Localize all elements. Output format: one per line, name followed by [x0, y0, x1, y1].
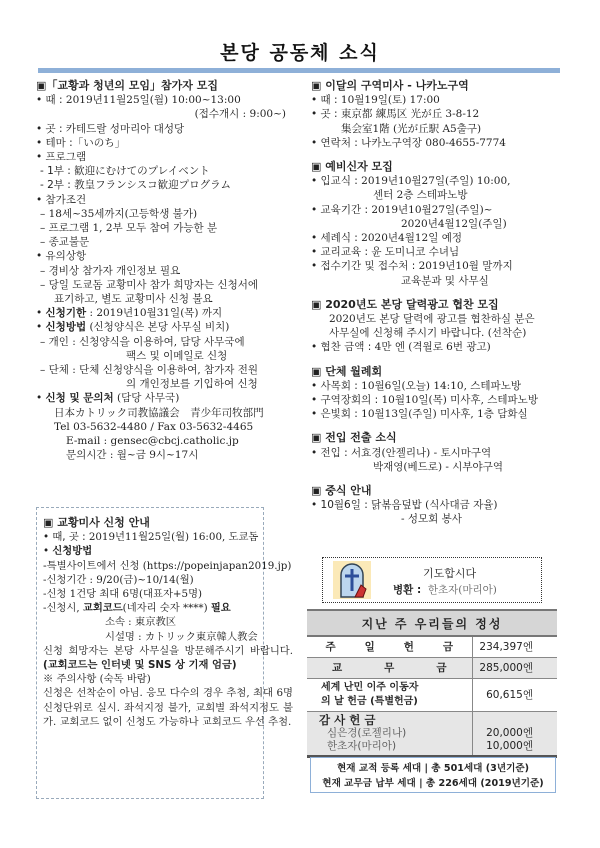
item-text: – 18세~35세까지(고등학생 불가): [40, 207, 198, 220]
dues-households: 현재 교무금 납부 세대 | 총 226세대 (2019년기준): [322, 778, 544, 789]
item-label: 신청방법: [45, 321, 87, 334]
list-item: [311, 93, 571, 107]
thanks-name-2: 한초자(마리아): [327, 739, 397, 752]
item-label: 입교식 :: [320, 175, 358, 188]
item-text: 10월19일(토) 17:00: [337, 94, 440, 107]
list-item: [36, 122, 306, 136]
item-label: 세례식 :: [320, 232, 358, 245]
list-item: [311, 498, 571, 512]
thanks-offering-label: 감 사 헌 금: [319, 712, 376, 727]
list-item: [36, 249, 306, 263]
item-text: 신청은 선착순이 아님. 응모 다수의 경우 추첨, 최대 6명 신청단위로 실시. 좌석지정 불가, 교회별 좌석지정도 불가. 교회코드 없이 신청도 가능하나 교회코드 우선 추첨.: [43, 687, 293, 728]
papal-mass-section: [43, 516, 297, 729]
list-item: [311, 107, 571, 121]
section-heading: ▣ 교황미사 신청 안내: [43, 516, 150, 529]
item-text: ※ 주의사항 (숙독 바람): [43, 673, 151, 686]
list-item: [311, 512, 571, 526]
item-text: – 프로그램 1, 2부 모두 참여 가능한 분: [40, 222, 218, 235]
item-label: 교육기간 :: [320, 203, 368, 216]
youth-gathering-section: [36, 79, 306, 462]
list-item: [36, 292, 306, 306]
item-label: 교리교육 :: [320, 246, 368, 259]
list-item: [311, 393, 571, 407]
item-label: - 1부 :: [40, 165, 71, 178]
item-bold-text: 교회코드: [82, 602, 123, 615]
special-offering-label-1: 세계 난민 이주 이동자: [321, 681, 419, 693]
list-item: [311, 217, 571, 231]
item-text: 서효경(안젤리나) - 토시마구역: [347, 446, 492, 459]
list-item: [36, 363, 306, 377]
item-text-2: (네자리 숫자 ****): [122, 602, 211, 615]
item-text: – 당일 도쿄돔 교황미사 참가 희망자는 신청서에: [40, 278, 258, 291]
thanks-value-2: 10,000엔: [486, 739, 533, 752]
item-label: 신청기한: [45, 307, 87, 320]
item-label: 곳 :: [45, 122, 63, 135]
list-item: [36, 221, 306, 235]
list-item: [43, 615, 297, 629]
list-item: [36, 164, 306, 178]
list-item: [36, 335, 306, 349]
item-label: 은빛회 :: [320, 408, 358, 421]
dues-value: 285,000엔: [472, 657, 557, 678]
list-item: [36, 150, 306, 164]
list-item: [311, 326, 571, 340]
list-item: [36, 136, 306, 150]
list-item: [36, 320, 306, 334]
list-item: [311, 188, 571, 202]
item-label: 사목회 :: [320, 379, 358, 392]
list-item: [311, 379, 571, 393]
section-heading: ▣ 전입 전출 소식: [311, 431, 397, 445]
list-item: [311, 136, 571, 150]
list-item: [43, 530, 297, 544]
item-label: 협찬 금액 :: [320, 341, 372, 354]
item-label: 10월6일 :: [320, 499, 368, 512]
item-text: (https://popeinjapan2019.jp): [139, 559, 292, 572]
item-text: 東京都 練馬区 光が丘 3-8-12: [337, 108, 480, 121]
item-text: 日本カトリック司教協議会 青少年司牧部門: [54, 406, 264, 419]
item-text: 나카노구역장 080-4655-7774: [357, 136, 506, 149]
item-label: 구역장회의 :: [320, 394, 379, 407]
registered-households: 현재 교적 등록 세대 | 총 501세대 (3년기준): [336, 763, 530, 774]
offerings-table: [307, 609, 557, 758]
item-text: 센터 2층 스테파노방: [373, 189, 468, 202]
list-item: [36, 178, 306, 192]
table-row: [307, 678, 557, 711]
item-text: (신청양식은 본당 사무실 비치): [86, 321, 230, 334]
item-text: 사무실에 신청해 주시기 바랍니다. (선착순): [329, 327, 527, 340]
item-label: 때 :: [45, 94, 63, 107]
section-heading: ▣ 단체 월례회: [311, 364, 383, 378]
item-label: 신청방법: [52, 545, 93, 558]
item-text: 2020년4월12일 예정: [357, 232, 462, 245]
title-underline-bar: [38, 68, 560, 73]
section-heading: ▣ 예비신자 모집: [311, 160, 393, 174]
list-item: [43, 559, 297, 573]
list-item: [311, 446, 571, 460]
item-text: 2019년11월25일(월) 16:00, 도쿄돔: [85, 531, 259, 544]
section-gap: [311, 150, 571, 160]
table-row: [307, 657, 557, 678]
list-item: [43, 587, 297, 601]
item-text: 표기하고, 별도 교황미사 신청 불요: [54, 293, 213, 306]
list-item: [43, 544, 297, 558]
item-text: – 경비상 참가자 개인정보 필요: [40, 264, 181, 277]
section-heading: ▣ 이달의 구역미사 - 나카노구역: [311, 79, 469, 92]
item-bold-text-2: 필요: [210, 602, 231, 615]
item-text: E-mail : gensec@cbcj.catholic.jp: [66, 435, 239, 448]
item-text: 의 개인정보를 기입하여 신청: [126, 378, 258, 391]
item-text: 2020년도 본당 달력에 광고를 협찬하실 분은: [329, 313, 535, 326]
item-text: 歓迎にむけてのプレイベント: [70, 165, 210, 178]
prayer-sick-name: 한초자(마리아): [427, 584, 497, 596]
list-item: [311, 460, 571, 474]
item-text: 신청 희망자는 본당 사무실을 방문해주시기 바랍니다.: [43, 644, 293, 657]
item-text: 박재영(베드로) - 시부야구역: [373, 460, 503, 473]
item-text: 문의시간 : 월~금 9시~17시: [66, 449, 199, 462]
item-text: (담당 사무국): [113, 392, 180, 405]
list-item: [311, 274, 571, 288]
item-text: 4만 엔 (격월로 6번 광고): [371, 341, 491, 354]
item-text: 시설명 : カトリック東京韓人教会: [105, 630, 258, 643]
special-offering-value: 60,615엔: [472, 678, 557, 711]
prayer-sick-label: 병환 :: [393, 584, 422, 596]
list-item: [36, 207, 306, 221]
prayer-title: 기도합시다: [423, 567, 477, 580]
papal-mass-box: [36, 507, 293, 799]
page-title: 본당 공동체 소식: [220, 42, 380, 64]
prayer-box: [322, 557, 542, 603]
list-item: [36, 306, 306, 320]
right-column-news: [311, 79, 571, 527]
sunday-offering-label: 주 일 헌 금: [325, 641, 454, 654]
list-item: [311, 312, 571, 326]
section-heading: ▣ 중식 안내: [311, 484, 372, 498]
item-text: - 성모회 봉사: [401, 513, 462, 526]
item-text: 2019년10월27일(주일) 10:00,: [357, 175, 511, 188]
item-text: 2019년10월 말까지: [415, 260, 513, 273]
list-item: [311, 203, 571, 217]
item-bold-text: (교회코드는 인터넷 및 SNS 상 기재 엄금): [43, 659, 237, 672]
list-item: [36, 278, 306, 292]
item-text: -신청기간 : 9/20(금)~10/14(월): [43, 573, 194, 586]
list-item: [36, 377, 306, 391]
praying-hands-window-icon: [333, 561, 371, 599]
item-text: 소속 : 東京教区: [105, 616, 177, 629]
list-item: [311, 174, 571, 188]
item-label: 유의상항: [45, 250, 87, 263]
section-heading: ▣ 2020년도 본당 달력광고 협찬 모집: [311, 297, 499, 311]
list-item: [43, 644, 293, 672]
item-text: 教皇フランシスコ歓迎プログラム: [70, 179, 231, 192]
item-text: 10월13일(주일) 미사후, 1층 담화실: [357, 408, 528, 421]
list-item: [36, 349, 306, 363]
table-row: [307, 711, 557, 756]
item-label: 접수기간 및 접수처 :: [320, 260, 416, 273]
list-item: [36, 264, 306, 278]
list-item: [311, 407, 571, 421]
item-text: -신청 1건당 최대 6명(대표자+5명): [43, 588, 203, 601]
list-item: [36, 235, 306, 249]
item-text: 2019년10월27일(주일)~: [367, 203, 493, 216]
section-gap: [311, 288, 571, 298]
item-text: 윤 도미니코 수녀님: [367, 246, 460, 259]
list-item: [36, 107, 306, 121]
list-item: [43, 601, 297, 615]
item-text: Tel 03-5632-4480 / Fax 03-5632-4465: [54, 420, 254, 433]
thanks-name-1: 심은경(로젤리나): [327, 726, 407, 739]
section-gap: [311, 421, 571, 431]
item-text: 2019년11월25일(월) 10:00~13:00: [62, 94, 241, 107]
item-text: 닭볶음덮밥 (식사대금 자율): [367, 499, 498, 512]
item-label: 테마 :: [45, 136, 73, 149]
item-text: 「いのち」: [72, 136, 126, 149]
prayer-sick-line: [393, 582, 497, 597]
item-text: 교육분과 및 사무실: [401, 274, 489, 287]
offerings-title: 지난 주 우리들의 정성: [307, 610, 557, 636]
list-item: [36, 193, 306, 207]
item-label: -특별사이트에서 신청: [43, 559, 140, 572]
item-label: 프로그램: [45, 151, 87, 164]
section-gap: [311, 355, 571, 365]
list-item: [36, 448, 306, 462]
list-item: [311, 259, 571, 273]
item-text: (접수개시 : 9:00~): [194, 108, 286, 121]
item-label: 연락처 :: [320, 136, 358, 149]
item-text: – 단체 : 단체 신청양식을 이용하여, 참가자 전원: [40, 364, 259, 377]
item-text: 10월6일(오늘) 14:10, 스테파노방: [357, 379, 521, 392]
household-stats-box: [310, 757, 556, 793]
list-item: [36, 434, 306, 448]
list-item: [36, 93, 306, 107]
item-label: 때, 곳 :: [52, 531, 86, 544]
list-item: [43, 672, 297, 686]
list-item: [43, 630, 297, 644]
list-item: [311, 340, 571, 354]
item-label: - 2부 :: [40, 179, 71, 192]
item-text: 2020년4월12일(주일): [401, 217, 507, 230]
list-item: [43, 573, 297, 587]
item-label: 때 :: [320, 94, 338, 107]
sunday-offering-value: 234,397엔: [472, 636, 557, 657]
list-item: [311, 231, 571, 245]
item-text: 팩스 및 이메일로 신청: [126, 349, 228, 362]
item-label: 신청 및 문의처: [45, 392, 114, 405]
special-offering-label-2: 의 날 헌금 (특별헌금): [321, 695, 418, 707]
list-item: [311, 245, 571, 259]
item-text: 카테드랄 성마리아 대성당: [62, 122, 185, 135]
list-item: [311, 122, 571, 136]
item-text: 10월10일(목) 미사후, 스테파노방: [378, 394, 538, 407]
section-heading: ▣「교황과 청년의 모임」참가자 모집: [36, 79, 219, 92]
item-text: – 종교불문: [40, 236, 90, 249]
item-label: 참가조건: [45, 193, 87, 206]
item-text: – 개인 : 신청양식을 이용하여, 담당 사무국에: [40, 335, 245, 348]
item-label: 전입 :: [320, 446, 348, 459]
list-item: [43, 686, 293, 729]
thanks-value-1: 20,000엔: [486, 726, 533, 739]
table-row: [307, 636, 557, 657]
item-text: -신청시,: [43, 602, 83, 615]
item-label: 곳 :: [320, 108, 338, 121]
list-item: [36, 420, 306, 434]
list-item: [36, 391, 306, 405]
section-gap: [311, 474, 571, 484]
item-text: : 2019년10월31일(목) 까지: [86, 307, 223, 320]
item-text: 集会室1階 (光が丘駅 A5출구): [341, 122, 482, 135]
dues-label: 교 무 금: [332, 662, 447, 674]
list-item: [36, 406, 306, 420]
